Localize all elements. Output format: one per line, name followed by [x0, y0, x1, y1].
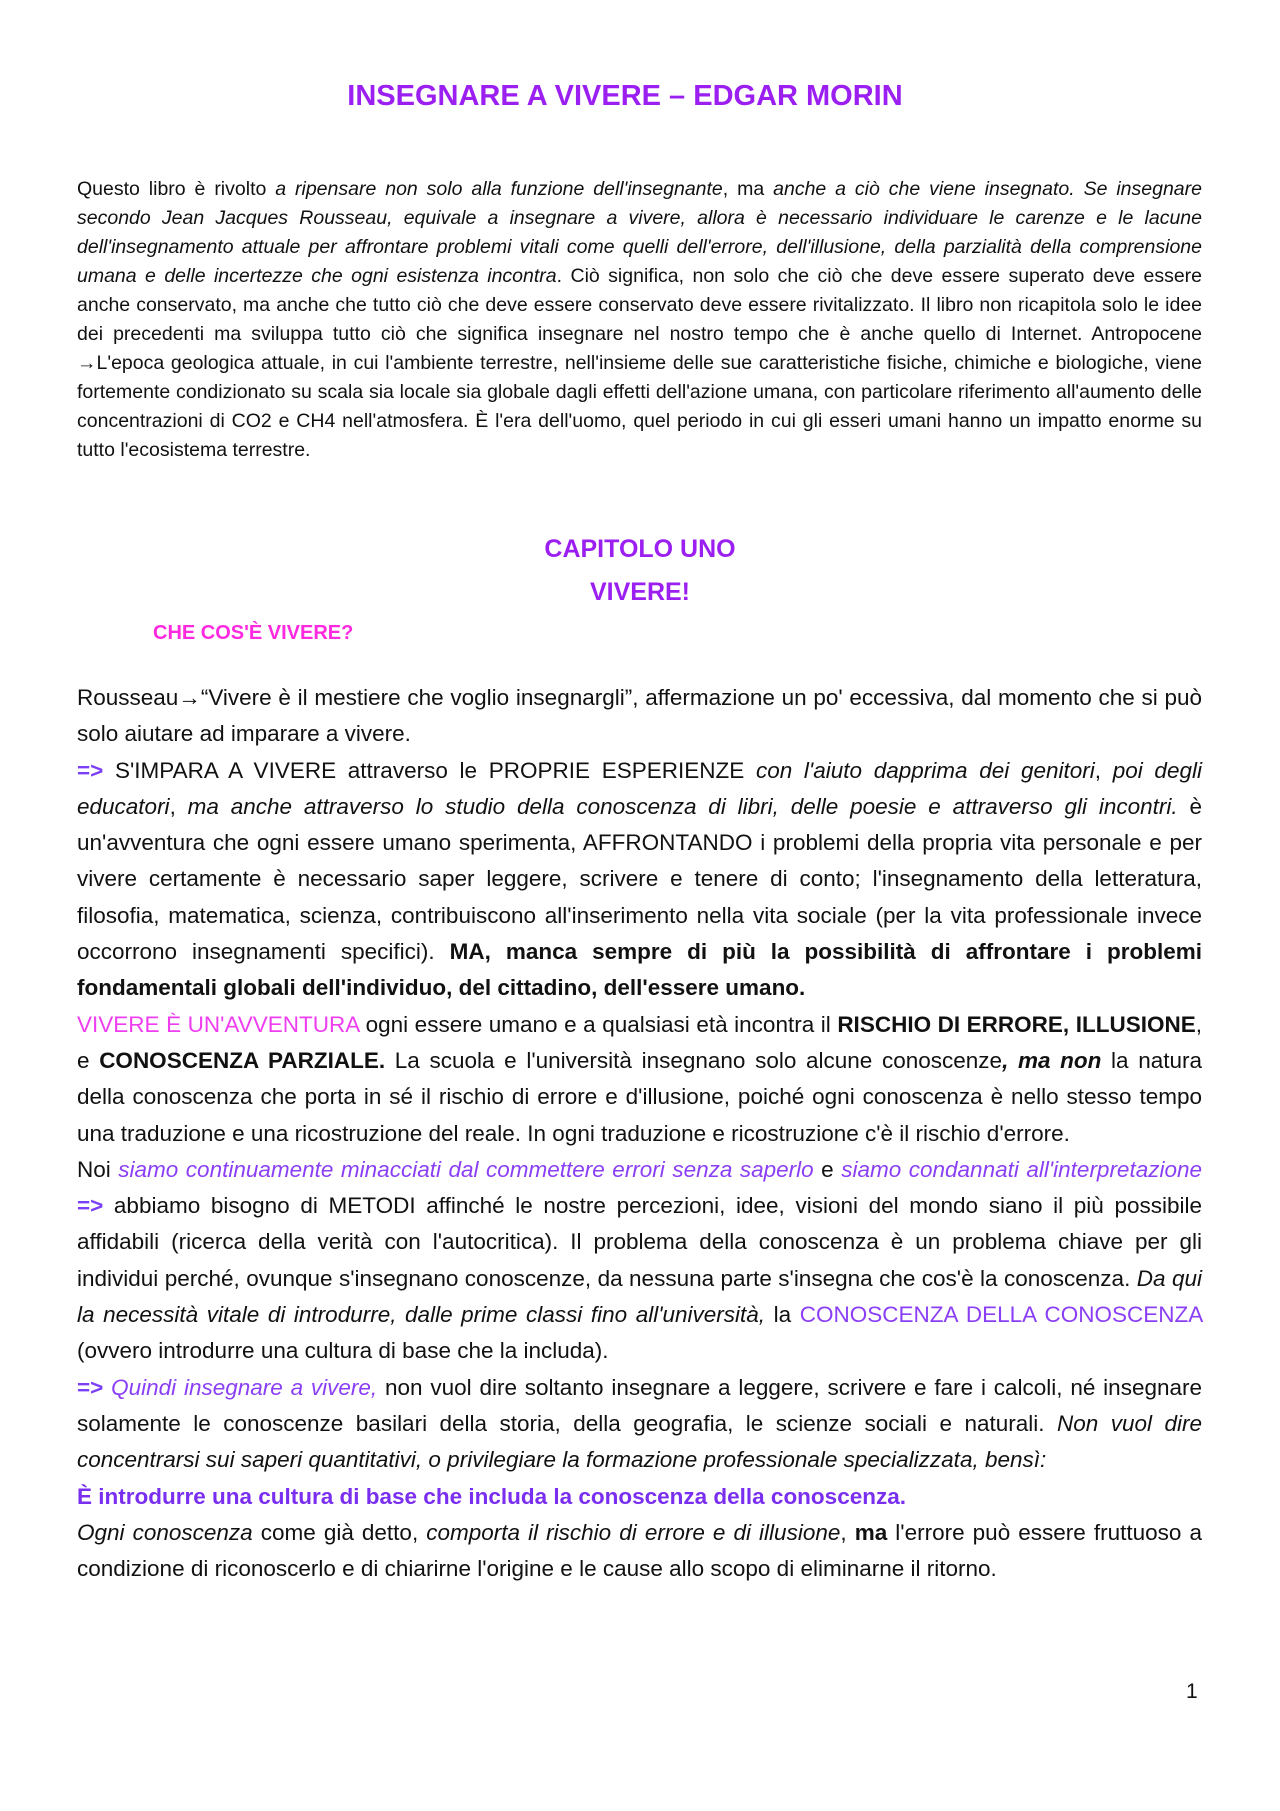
text: S'IMPARA A VIVERE attraverso le PROPRIE ESPERIENZE	[103, 757, 756, 783]
paragraph-imparare	[77, 753, 1202, 1007]
text: (ovvero introdurre una cultura di base che la includa).	[77, 1338, 609, 1364]
text: , e	[77, 1011, 1202, 1073]
text: “Vivere è il mestiere che voglio insegnargli”, affermazione un po' eccessiva, dal momento che si può solo aiutare ad imparare a vivere.	[77, 685, 1202, 747]
arrow-right-icon: →	[77, 352, 97, 374]
implies-arrow-icon: =>	[77, 1193, 104, 1219]
bold-italic-text: , ma non	[1002, 1047, 1102, 1073]
intro-italic: a ripensare non solo alla funzione dell'insegnante	[275, 178, 723, 200]
text: Noi	[77, 1156, 119, 1182]
text: la natura della conoscenza che porta in sé il rischio di errore e d'illusione, poiché ogni conoscenza è nello stesso tempo una traduzione e una ricostruzione del reale. In ogni traduzione e ricostruzione c'è il rischio d'errore.	[77, 1047, 1203, 1146]
chapter-body	[77, 680, 1202, 1587]
paragraph-quindi	[77, 1370, 1202, 1479]
highlight-text: VIVERE È UN'AVVENTURA	[77, 1011, 360, 1037]
bold-text: MA, manca sempre di più la possibilità di affrontare i problemi fondamentali globali dell'individuo, del cittadino, dell'essere umano.	[77, 939, 1202, 1001]
implies-arrow-icon: =>	[77, 1374, 104, 1400]
paragraph-rousseau	[77, 680, 1202, 753]
text: e	[813, 1156, 842, 1182]
paragraph-avventura	[77, 1007, 1202, 1152]
italic-text: Non vuol dire concentrarsi sui saperi quantitativi, o privilegiare la formazione professionale specializzata, bensì:	[77, 1410, 1202, 1473]
text: ,	[1094, 757, 1113, 783]
bold-text: ma	[854, 1519, 888, 1545]
bold-text: CONOSCENZA PARZIALE.	[99, 1047, 386, 1073]
intro-paragraph	[77, 175, 1202, 465]
section-heading: CHE COS'È VIVERE?	[153, 622, 354, 644]
text: ,	[840, 1519, 855, 1545]
intro-text: L'epoca geologica attuale, in cui l'ambiente terrestre, nell'insieme delle sue caratteristiche fisiche, chimiche e biologiche, viene fortemente condizionato su scala sia locale sia globale dagli effetti dell'azione umana, con particolare riferimento all'aumento delle concentrazioni di CO2 e CH4 nell'atmosfera. È l'era dell'uomo, quel periodo in cui gli esseri umani hanno un impatto enorme su tutto l'ecosistema terrestre.	[77, 352, 1202, 461]
purple-italic-text: siamo condannati all'interpretazione	[841, 1156, 1203, 1182]
text: non vuol dire soltanto insegnare a leggere, scrivere e fare i calcoli, né insegnare solamente le conoscenze basilari della storia, della geografia, le scienze sociali e naturali.	[77, 1374, 1203, 1436]
text: ,	[169, 793, 188, 819]
purple-italic-text: Quindi insegnare a vivere,	[103, 1374, 378, 1400]
italic-text: ma anche attraverso lo studio della conoscenza di libri, delle poesie e attraverso gli incontri.	[187, 793, 1178, 819]
intro-text: Questo libro è rivolto	[77, 178, 276, 200]
text: l'errore può essere fruttuoso a condizione di riconoscerlo e di chiarirne l'origine e le cause allo scopo di eliminarne il ritorno.	[77, 1519, 1202, 1582]
purple-text: CONOSCENZA DELLA CONOSCENZA	[799, 1302, 1202, 1328]
paragraph-metodi	[77, 1152, 1202, 1370]
arrow-right-icon: →	[178, 685, 201, 710]
paragraph-errore	[77, 1515, 1202, 1588]
bold-text: RISCHIO DI ERRORE, ILLUSIONE	[837, 1011, 1196, 1037]
text: ogni essere umano e a qualsiasi età incontra il	[359, 1011, 838, 1037]
italic-text: Ogni conoscenza	[77, 1519, 253, 1545]
document-title: INSEGNARE A VIVERE – EDGAR MORIN	[347, 80, 903, 112]
italic-text: con l'aiuto dapprima dei genitori	[755, 757, 1095, 783]
italic-text: poi degli educatori	[77, 757, 1202, 819]
italic-text: comporta il rischio di errore e di illusione	[426, 1519, 841, 1545]
text: è un'avventura che ogni essere umano sperimenta, AFFRONTANDO i problemi della propria vita personale e per vivere certamente è necessario saper leggere, scrivere e tenere di conto; l'insegnamento della letteratura, filosofia, matematica, scienza, contribuiscono all'inserimento nella vita sociale (per la vita professionale invece occorrono insegnamenti specifici).	[77, 793, 1202, 965]
text: La scuola e l'università insegnano solo alcune conoscenze	[385, 1047, 1003, 1073]
chapter-title: VIVERE!	[589, 578, 691, 606]
text: come già detto,	[252, 1519, 427, 1545]
text: la	[765, 1302, 800, 1328]
purple-italic-text: siamo continuamente minacciati dal commettere errori senza saperlo	[118, 1156, 814, 1182]
intro-text: . Ciò significa, non solo che ciò che deve essere superato deve essere anche conservato, ma anche che tutto ciò che deve essere conservato deve essere rivitalizzato. Il libro non ricapitola solo le idee dei precedenti ma sviluppa tutto ciò che significa insegnare nel nostro tempo che è anche quello di Internet. Antropocene	[77, 265, 1203, 345]
page-number: 1	[1186, 1680, 1198, 1703]
text: Rousseau	[77, 685, 179, 710]
intro-italic: anche a ciò che viene insegnato. Se insegnare secondo Jean Jacques Rousseau, equivale a insegnare a vivere, allora è necessario individuare le carenze e le lacune dell'insegnamento attuale per affrontare problemi vitali come quelli dell'errore, dell'illusione, della parzialità della comprensione umana e delle incertezze che ogni esistenza incontra	[77, 178, 1202, 287]
intro-text: , ma	[722, 178, 774, 200]
italic-text: Da qui la necessità vitale di introdurre, dalle prime classi fino all'università,	[77, 1265, 1202, 1328]
chapter-number: CAPITOLO UNO	[544, 535, 736, 563]
text: abbiamo bisogno di METODI affinché le nostre percezioni, idee, visioni del mondo siano il più possibile affidabili (ricerca della verità con l'autocritica). Il problema della conoscenza è un problema chiave per gli individui perché, ovunque s'insegnano conoscenze, da nessuna parte s'insegna che cos'è la conoscenza.	[77, 1193, 1202, 1291]
key-statement: È introdurre una cultura di base che includa la conoscenza della conoscenza.	[77, 1483, 906, 1509]
implies-arrow-icon: =>	[77, 757, 104, 783]
